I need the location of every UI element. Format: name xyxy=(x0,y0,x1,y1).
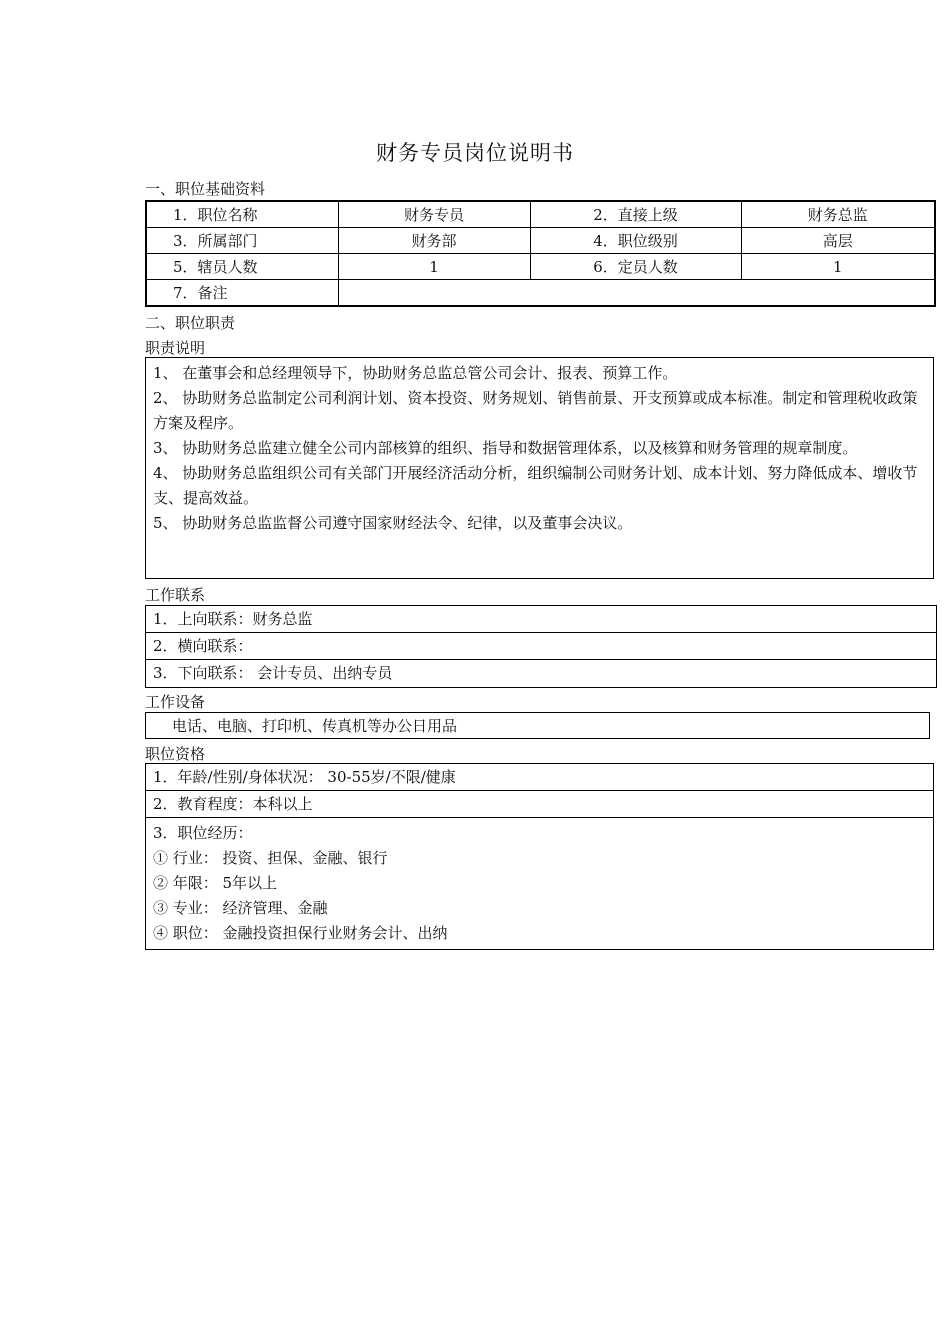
qualification-item: 2．教育程度：本科以上 xyxy=(146,791,933,818)
table-row xyxy=(146,228,935,254)
note-value xyxy=(338,280,935,307)
field-label: 4．职位级别 xyxy=(530,228,741,254)
document-title: 财务专员岗位说明书 xyxy=(376,141,574,165)
table-row xyxy=(146,201,935,228)
equipment-box: 电话、电脑、打印机、传真机等办公日用品 xyxy=(145,712,930,739)
field-value: 财务总监 xyxy=(741,201,935,228)
field-label: 1．职位名称 xyxy=(146,201,338,228)
experience-block xyxy=(146,818,933,946)
duty-item: 1、 在董事会和总经理领导下，协助财务总监总管公司会计、报表、预算工作。 xyxy=(153,364,678,382)
table-row xyxy=(146,280,935,307)
field-label: 2．直接上级 xyxy=(530,201,741,228)
duty-item: 5、 协助财务总监监督公司遵守国家财经法令、纪律，以及董事会决议。 xyxy=(153,514,633,532)
relation-item: 2．横向联系： xyxy=(146,633,936,660)
relations-heading: 工作联系 xyxy=(145,586,206,604)
duties-subheading: 职责说明 xyxy=(145,339,206,357)
equipment-heading: 工作设备 xyxy=(145,693,206,711)
experience-item: ④ 职位： 金融投资担保行业财务会计、出纳 xyxy=(153,924,448,942)
note-label: 7．备注 xyxy=(146,280,338,307)
relation-item: 1．上向联系：财务总监 xyxy=(146,606,936,633)
field-label: 5．辖员人数 xyxy=(146,254,338,280)
field-value: 财务部 xyxy=(338,228,530,254)
table-row xyxy=(146,254,935,280)
duties-box xyxy=(145,357,934,579)
experience-item: ② 年限： 5年以上 xyxy=(153,874,278,892)
duty-item: 2、 协助财务总监制定公司利润计划、资本投资、财务规划、销售前景、开支预算或成本标准。制定和管理税收政策方案及程序。 xyxy=(153,389,918,432)
basic-info-table xyxy=(145,200,936,307)
qualification-heading: 职位资格 xyxy=(145,745,206,763)
duty-item: 3、 协助财务总监建立健全公司内部核算的组织、指导和数据管理体系，以及核算和财务管理的规章制度。 xyxy=(153,439,858,457)
field-value: 1 xyxy=(741,254,935,280)
experience-label: 3．职位经历： xyxy=(153,824,253,842)
experience-item: ③ 专业： 经济管理、金融 xyxy=(153,899,328,917)
qualification-box xyxy=(145,763,934,950)
field-value: 高层 xyxy=(741,228,935,254)
field-value: 1 xyxy=(338,254,530,280)
field-label: 6．定员人数 xyxy=(530,254,741,280)
experience-item: ① 行业： 投资、担保、金融、银行 xyxy=(153,849,388,867)
duty-item: 4、 协助财务总监组织公司有关部门开展经济活动分析，组织编制公司财务计划、成本计划、努力降低成本、增收节支、提高效益。 xyxy=(153,464,918,507)
field-label: 3．所属部门 xyxy=(146,228,338,254)
field-value: 财务专员 xyxy=(338,201,530,228)
qualification-item: 1．年龄/性别/身体状况： 30-55岁/不限/健康 xyxy=(146,764,933,791)
relations-box xyxy=(145,605,937,688)
section-basic-info-heading: 一、职位基础资料 xyxy=(145,180,266,198)
section-duties-heading: 二、职位职责 xyxy=(145,314,236,332)
relation-item: 3．下向联系： 会计专员、出纳专员 xyxy=(153,664,393,682)
